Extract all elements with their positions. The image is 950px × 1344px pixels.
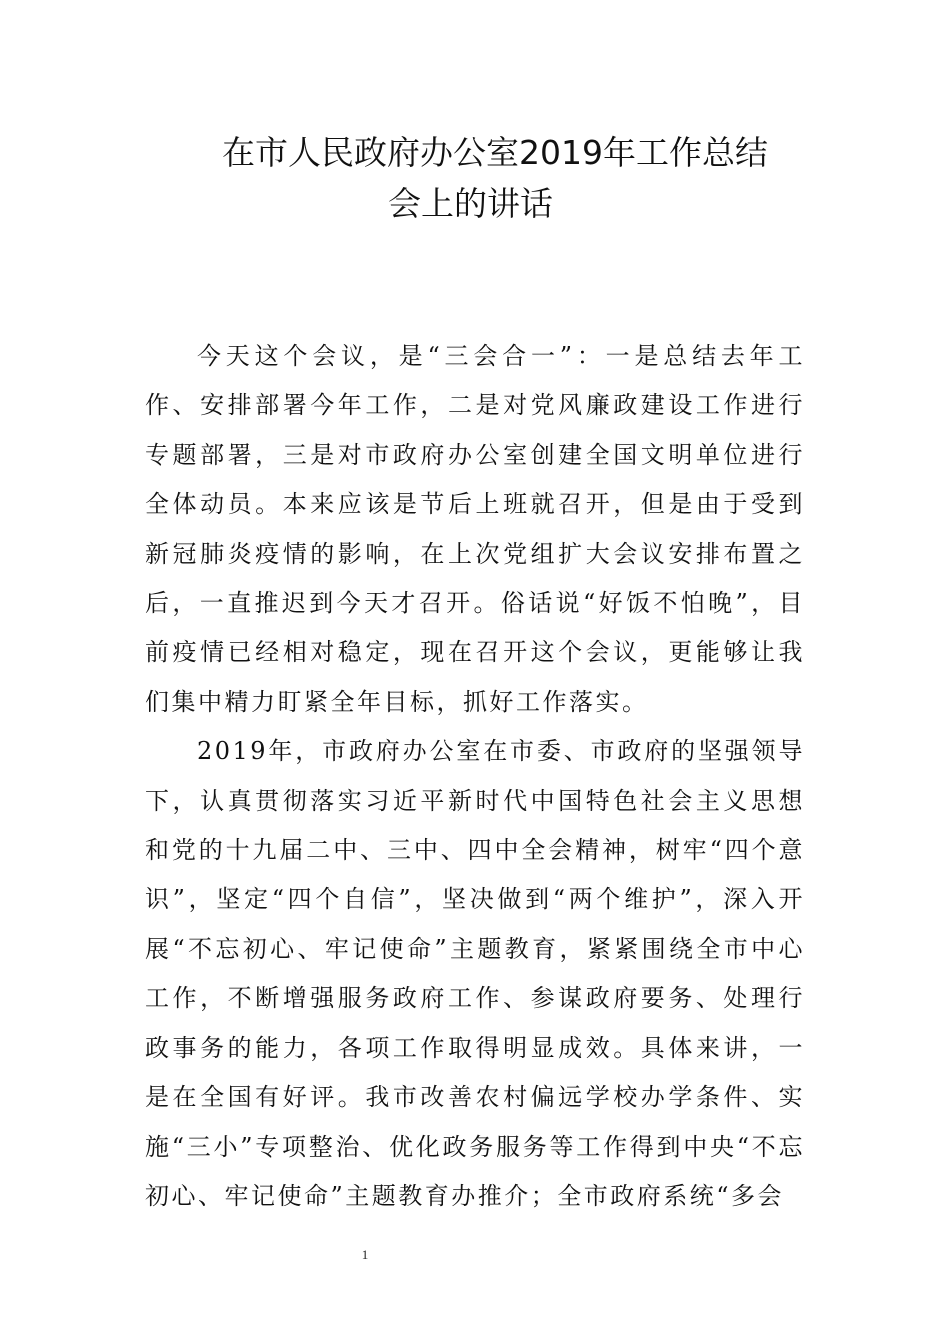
paragraph-2: 2019年，市政府办公室在市委、市政府的坚强领导下，认真贯彻落实习近平新时代中国特色社会主义思想和党的十九届二中、三中、四中全会精神，树牢“四个意识”，坚定“四个自信”，坚决做到“两个维护”，深入开展“不忘初心、牢记使命”主题教育，紧紧围绕全市中心工作，不断增强服务政府工作、参谋政府要务、处理行政事务的能力，各项工作取得明显成效。具体来讲，一是在全国有好评。我市改善农村偏远学校办学条件、实施“三小”专项整治、优化政务服务等工作得到中央“不忘初心、牢记使命”主题教育办推介；全市政府系统“多会 [145,737,805,1210]
document-title-line-1: 在市人民政府办公室2019年工作总结 [222,133,768,172]
page-number: 1 [361,1247,369,1262]
document-body [145,332,805,1221]
paragraph-1: 今天这个会议，是“三会合一”：一是总结去年工作、安排部署今年工作，二是对党风廉政建设工作进行专题部署，三是对市政府办公室创建全国文明单位进行全体动员。本来应该是节后上班就召开，但是由于受到新冠肺炎疫情的影响，在上次党组扩大会议安排布置之后，一直推迟到今天才召开。俗话说“好饭不怕晚”，目前疫情已经相对稳定，现在召开这个会议，更能够让我们集中精力盯紧全年目标，抓好工作落实。 [145,342,805,716]
document-title-line-2: 会上的讲话 [388,184,553,223]
